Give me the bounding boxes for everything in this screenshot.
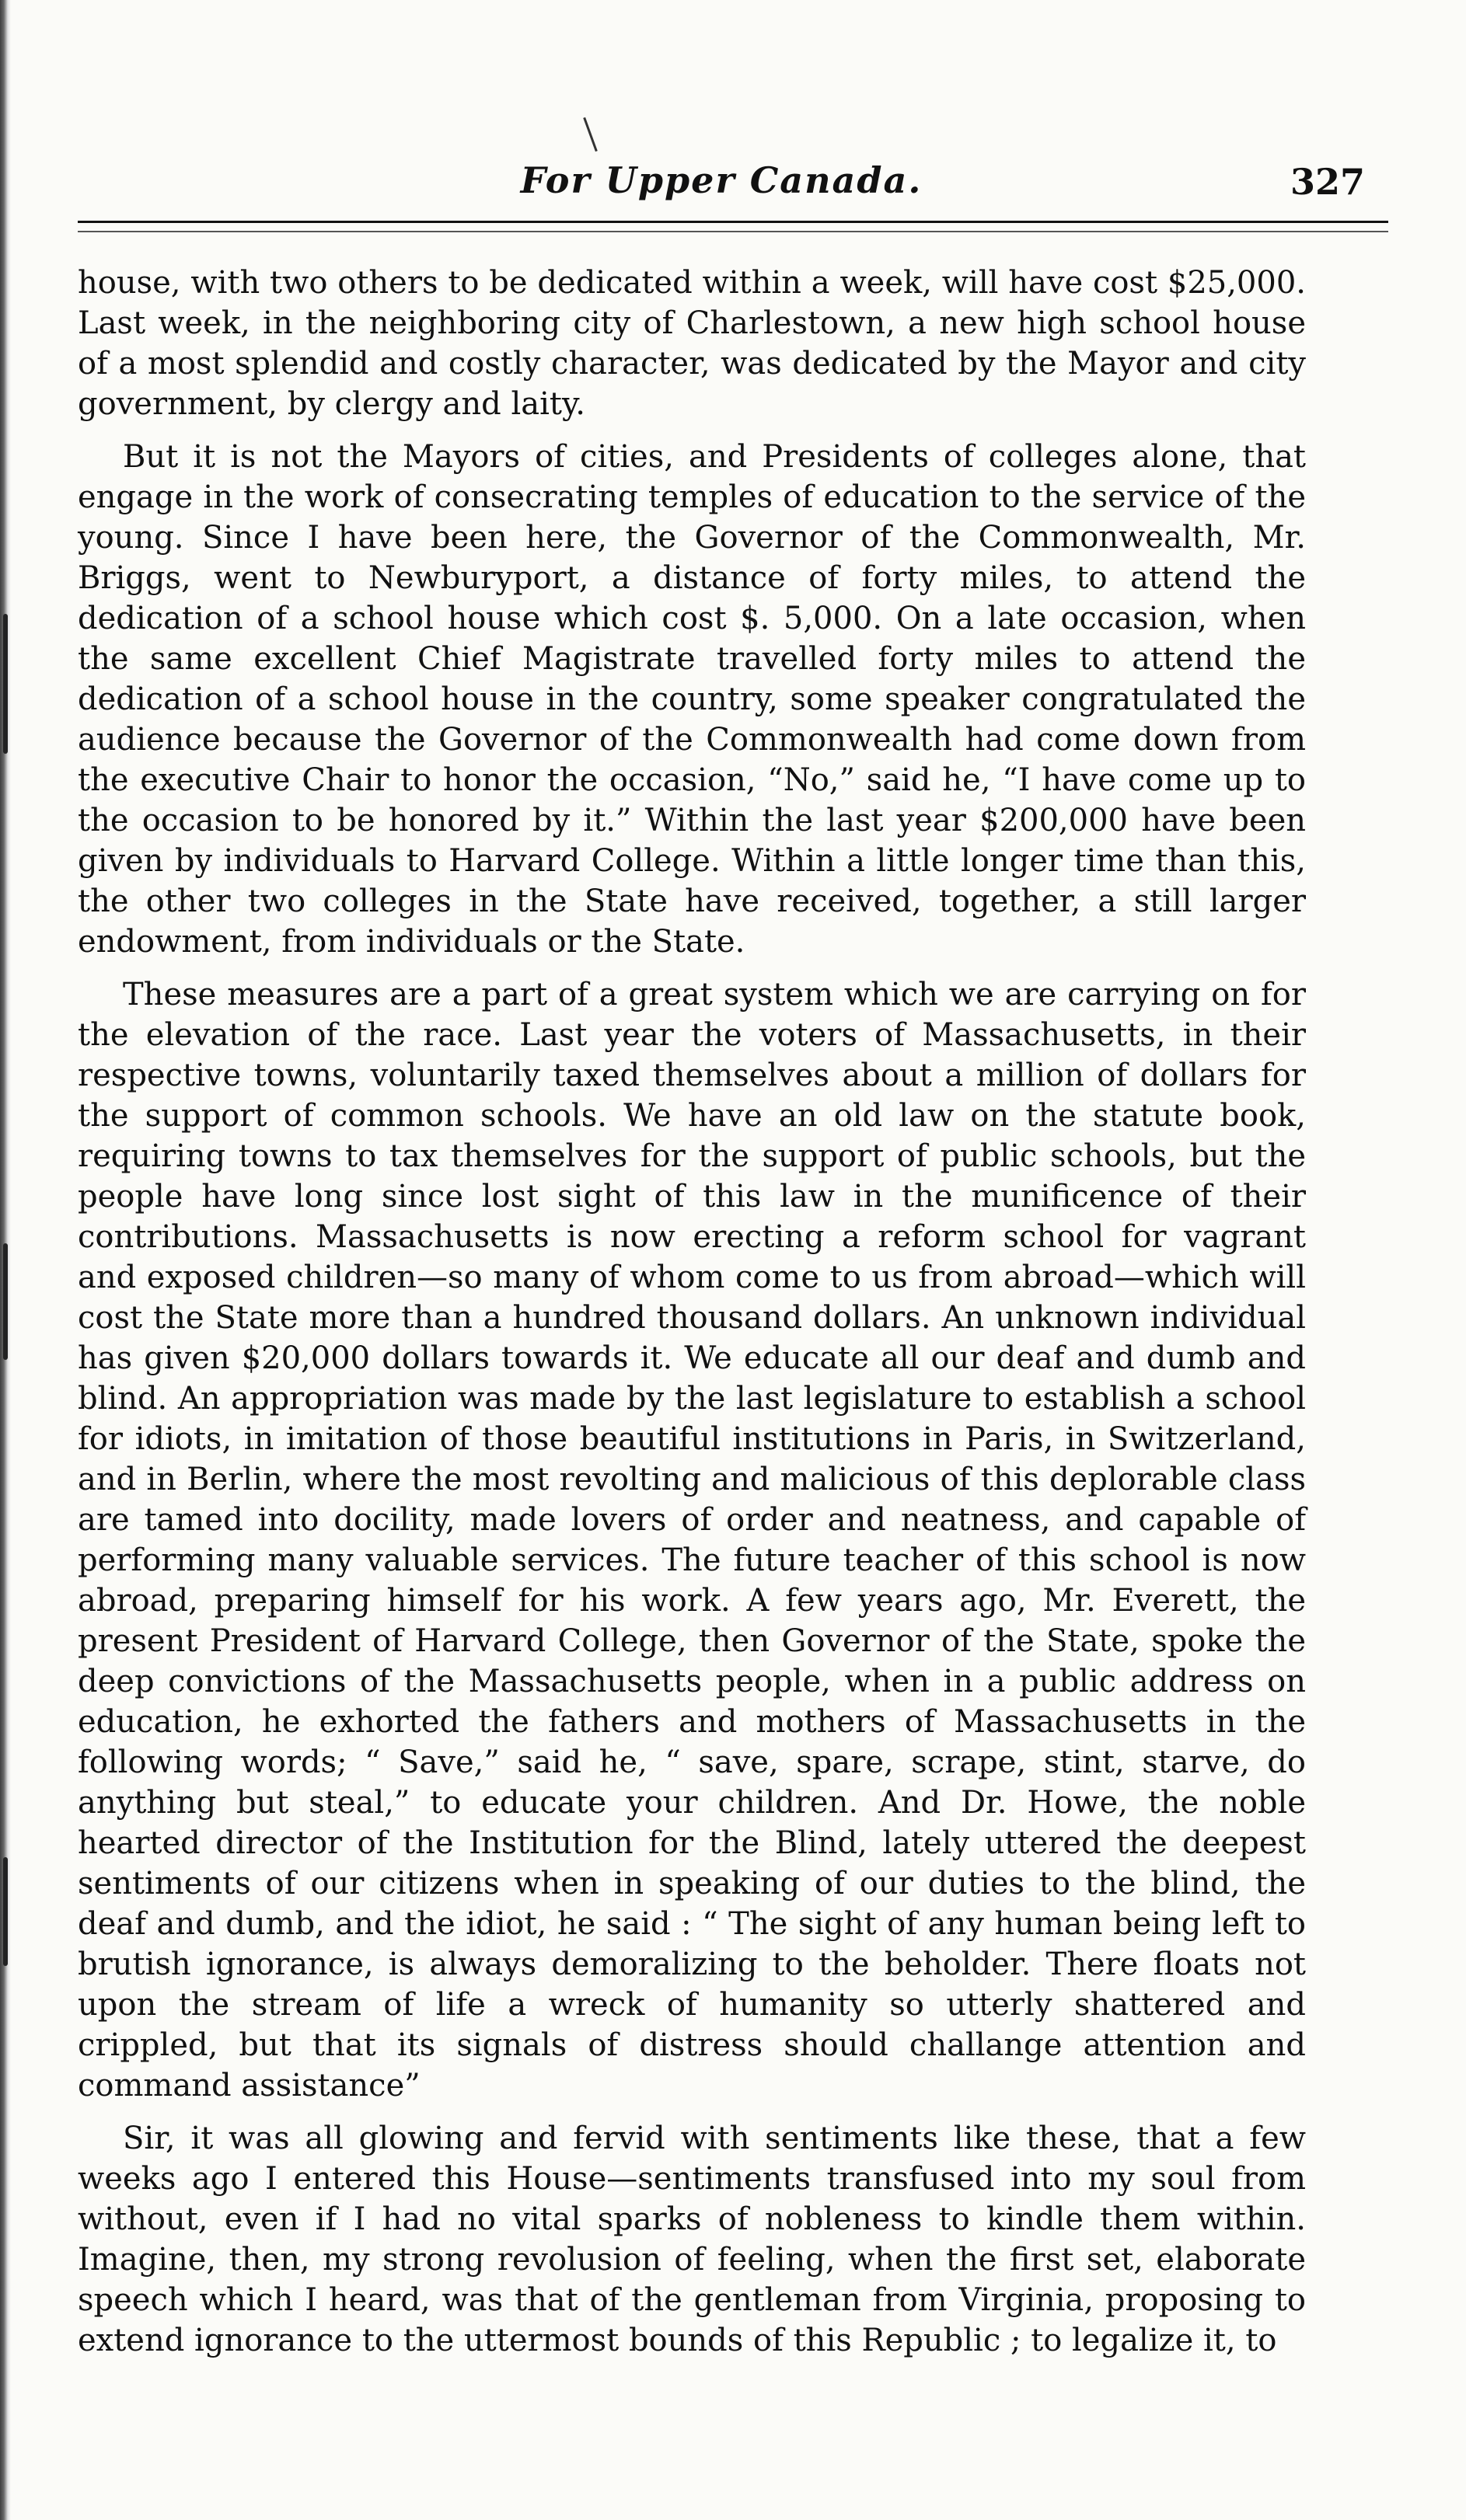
body-text [78,263,1306,2373]
paragraph: house, with two others to be dedicated within a week, will have cost $25,000. Last week, in the neighboring city of Charlestown, a new high school house of a most splendid and costly character, was dedicated by the Mayor and city government, by clergy and laity. [78,265,1306,422]
header-rule [78,221,1388,232]
margin-mark [3,614,8,754]
stray-ink-mark [583,117,598,152]
paragraph: Sir, it was all glowing and fervid with sentiments like these, that a few weeks ago I entered this House—sentiments transfused into my soul from without, even if I had no vital sparks of nobleness to kindle them within. Imagine, then, my strong revolusion of feeling, when the first set, elaborate speech which I heard, was that of the gentleman from Virginia, proposing to extend ignorance to the uttermost bounds of this Republic ; to legalize it, to [78,2121,1306,2358]
paragraph: But it is not the Mayors of cities, and Presidents of colleges alone, that engage in the work of consecrating temples of education to the service of the young. Since I have been here, the Governor of the Commonwealth, Mr. Briggs, went to Newburyport, a distance of forty miles, to attend the dedication of a school house which cost $. 5,000. On a late occasion, when the same excellent Chief Magistrate travelled forty miles to attend the dedication of a school house in the country, some speaker congratulated the audience because the Governor of the Commonwealth had come down from the executive Chair to honor the occasion, “No,” said he, “I have come up to the occasion to be honored by it.” Within the last year $200,000 have been given by individuals to Harvard College. Within a little longer time than this, the other two colleges in the State have received, together, a still larger endowment, from individuals or the State. [78,439,1306,960]
running-head: For Upper Canada. [520,159,923,201]
margin-mark [3,1857,8,1966]
page-header [78,159,1365,214]
margin-mark [3,1243,8,1360]
page-number: 327 [1290,161,1365,203]
paragraph: These measures are a part of a great system which we are carrying on for the elevation of the race. Last year the voters of Massachusetts, in their respective towns, voluntarily taxed themselves about a million of dollars for the support of common schools. We have an old law on the statute book, requiring towns to tax themselves for the support of public schools, but the people have long since lost sight of this law in the munificence of their contributions. Massachusetts is now erecting a reform school for vagrant and exposed children—so many of whom come to us from abroad—which will cost the State more than a hundred thousand dollars. An unknown individual has given $20,000 dollars towards it. We educate all our deaf and dumb and blind. An appropriation was made by the last legislature to establish a school for idiots, in imitation of those beautiful institutions in Paris, in Switzerland, and in Berlin, where the most revolting and malicious of this deplorable class are tamed into docility, made lovers of order and neatness, and capable of performing many valuable services. The future teacher of this school is now abroad, preparing himself for his work. A few years ago, Mr. Everett, the present President of Harvard College, then Governor of the State, spoke the deep convictions of the Massachusetts people, when in a public address on education, he exhorted the fathers and mothers of Massachusetts in the following words; “ Save,” said he, “ save, spare, scrape, stint, starve, do anything but steal,” to educate your children. And Dr. Howe, the noble hearted director of the Institution for the Blind, lately uttered the deepest sentiments of our citizens when in speaking of our duties to the blind, the deaf and dumb, and the idiot, he said : “ The sight of any human being left to brutish ignorance, is always demoralizing to the beholder. There floats not upon the stream of life a wreck of humanity so utterly shattered and crippled, but that its signals of distress should challange attention and command assistance” [78,977,1306,2103]
